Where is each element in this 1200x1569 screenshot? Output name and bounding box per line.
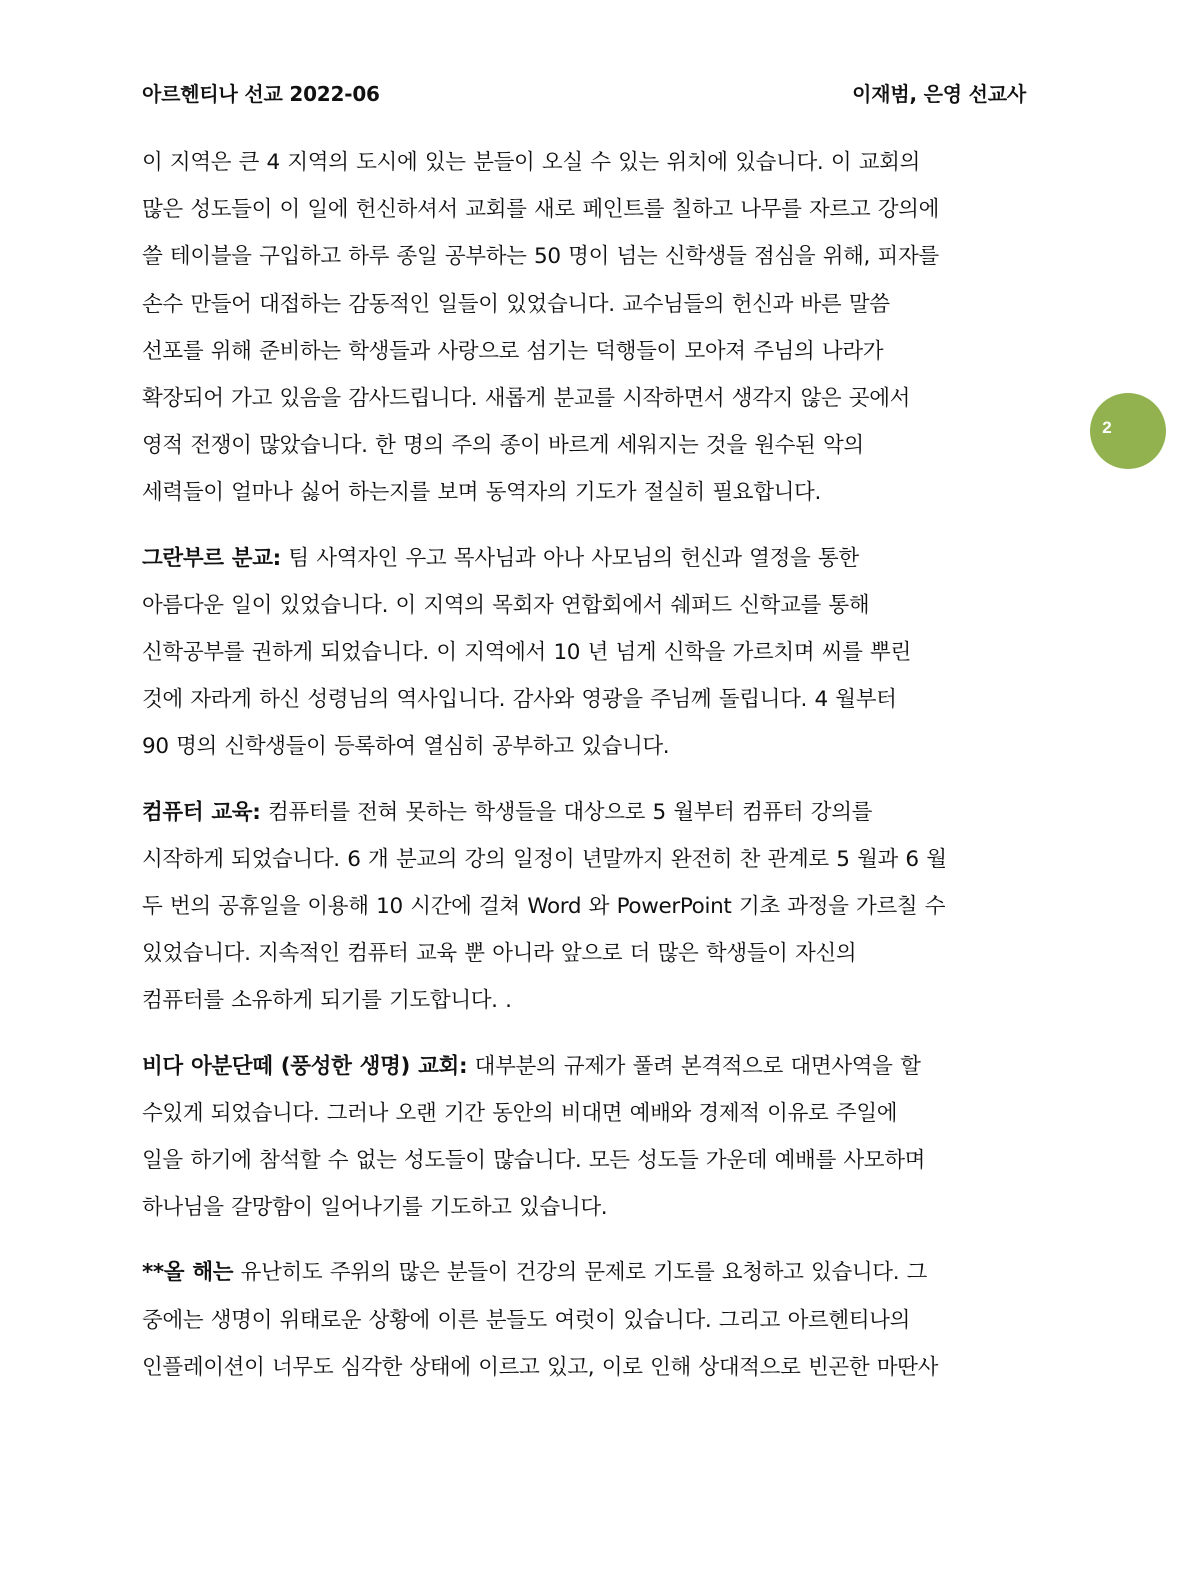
paragraph-granbur-branch — [142, 535, 1060, 771]
document-title: 아르헨티나 선교 2022-06 — [142, 81, 380, 106]
paragraph-intro — [142, 139, 1060, 517]
paragraph-this-year — [142, 1249, 1060, 1391]
paragraph-computer-education — [142, 789, 1060, 1025]
paragraph-text: 대부분의 규제가 풀려 본격적으로 대면사역을 할 수있게 되었습니다. 그러나 오랜 기간 동안의 비대면 예배와 경제적 이유로 주일에 일을 하기에 참석할 수 없는 성도들이 많습니다. 모든 성도들 가운데 예배를 사모하며 하나님을 갈망함이 일어나기를 기도하고 있습니다. — [142, 1053, 926, 1221]
page-number-badge — [1090, 393, 1166, 469]
missionary-names: 이재범, 은영 선교사 — [852, 81, 1026, 106]
paragraph-text: 컴퓨터를 전혀 못하는 학생들을 대상으로 5 월부터 컴퓨터 강의를 시작하게 되었습니다. 6 개 분교의 강의 일정이 년말까지 완전히 찬 관계로 5 월과 6 월 두 번의 공휴일을 이용해 10 시간에 걸쳐 Word 와 PowerPoint 기초 과정을 가르칠 수 있었습니다. 지속적인 컴퓨터 교육 뿐 아니라 앞으로 더 많은 학생들이 자신의 컴퓨터를 소유하게 되기를 기도합니다. . — [142, 799, 947, 1014]
paragraph-heading: 비다 아분단떼 (풍성한 생명) 교회: — [142, 1053, 468, 1079]
page-header — [142, 74, 1026, 110]
paragraph-text: 이 지역은 큰 4 지역의 도시에 있는 분들이 오실 수 있는 위치에 있습니다. 이 교회의 많은 성도들이 이 일에 헌신하셔서 교회를 새로 페인트를 칠하고 나무를 자르고 강의에 쓸 테이블을 구입하고 하루 종일 공부하는 50 명이 넘는 신학생들 점심을 위해, 피자를 손수 만들어 대접하는 감동적인 일들이 있었습니다. 교수님들의 헌신과 바른 말씀 선포를 위해 준비하는 학생들과 사랑으로 섬기는 덕행들이 모아져 주님의 나라가 확장되어 가고 있음을 감사드립니다. 새롭게 분교를 시작하면서 생각지 않은 곳에서 영적 전쟁이 많았습니다. 한 명의 주의 종이 바르게 세워지는 것을 원수된 악의 세력들이 얼마나 싫어 하는지를 보며 동역자의 기도가 절실히 필요합니다. — [142, 150, 939, 506]
paragraph-text: 팀 사역자인 우고 목사님과 아나 사모님의 헌신과 열정을 통한 아름다운 일이 있었습니다. 이 지역의 목회자 연합회에서 쉐퍼드 신학교를 통해 신학공부를 권하게 되었습니다. 이 지역에서 10 년 넘게 신학을 가르치며 씨를 뿌린 것에 자라게 하신 성령님의 역사입니다. 감사와 영광을 주님께 돌립니다. 4 월부터 90 명의 신학생들이 등록하여 열심히 공부하고 있습니다. — [142, 545, 911, 760]
paragraph-vida-abundante-church — [142, 1043, 1060, 1232]
letter-body — [142, 139, 1060, 1409]
paragraph-heading: 컴퓨터 교육: — [142, 799, 261, 825]
paragraph-text: 유난히도 주위의 많은 분들이 건강의 문제로 기도를 요청하고 있습니다. 그 중에는 생명이 위태로운 상황에 이른 분들도 여럿이 있습니다. 그리고 아르헨티나의 인플레이션이 너무도 심각한 상태에 이르고 있고, 이로 인해 상대적으로 빈곤한 마딴사 — [142, 1260, 938, 1380]
paragraph-heading: **올 해는 — [142, 1260, 234, 1286]
paragraph-heading: 그란부르 분교: — [142, 545, 281, 571]
page-number: 2 — [1102, 418, 1112, 437]
